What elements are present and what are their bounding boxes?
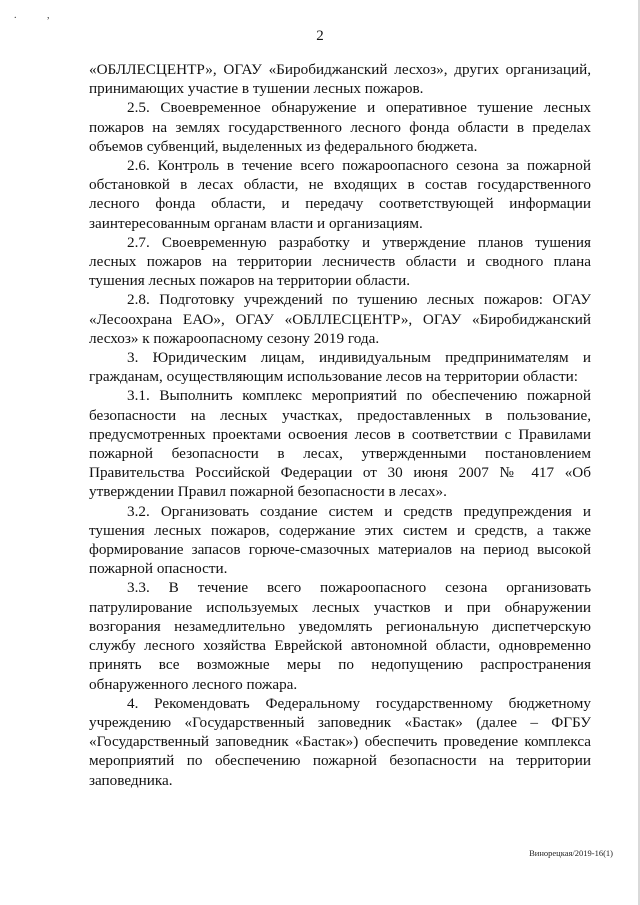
page-number: 2 [316, 28, 324, 44]
document-code: Винорецкая/2019-16(1) [529, 848, 613, 858]
paragraph-3-1: 3.1. Выполнить комплекс мероприятий по обеспечению пожарной безопасности на лесных участках, предоставленных в пользование, предусмотренных проектами освоения лесов в соответствии с Правилами пожарной безопасности в лесах, утвержденными постановлением Правительства Российской Федерации от 30 июня 2007 № 417 «Об утверждении Правил пожарной безопасности в лесах». [89, 387, 591, 501]
paragraph-3-3: 3.3. В течение всего пожароопасного сезона организовать патрулирование используемых лесных участков и при обнаружении возгорания незамедлительно уведомлять региональную диспетчерскую службу лесного хозяйства Еврейской автономной области, одновременно принять все возможные меры по недопущению распространения обнаруженного лесного пожара. [89, 579, 591, 693]
paragraph-2-5: 2.5. Своевременное обнаружение и оперативное тушение лесных пожаров на землях государственного лесного фонда области в пределах объемов субвенций, выделенных из федерального бюджета. [89, 99, 591, 155]
paragraph-2-6: 2.6. Контроль в течение всего пожароопасного сезона за пожарной обстановкой в лесах области, не входящих в состав государственного лесного фонда области, и передачу соответствующей информации заинтересованным органам власти и организациям. [89, 157, 591, 232]
paragraph-3-2: 3.2. Организовать создание систем и средств предупреждения и тушения лесных пожаров, содержание этих систем и средств, а также формирование запасов горюче-смазочных материалов на период высокой пожарной опасности. [89, 502, 591, 578]
document-body [89, 60, 591, 790]
corner-marks: . , [14, 10, 64, 21]
paragraph-continuation: «ОБЛЛЕСЦЕНТР», ОГАУ «Биробиджанский лесхоз», других организаций, принимающих участие в тушении лесных пожаров. [89, 61, 591, 98]
paragraph-2-8: 2.8. Подготовку учреждений по тушению лесных пожаров: ОГАУ «Лесоохрана ЕАО», ОГАУ «ОБЛЛЕСЦЕНТР», ОГАУ «Биробиджанский лесхоз» к пожароопасному сезону 2019 года. [89, 291, 591, 347]
paragraph-4: 4. Рекомендовать Федеральному государственному бюджетному учреждению «Государственный заповедник «Бастак» (далее – ФГБУ «Государственный заповедник «Бастак») обеспечить проведение комплекса мероприятий по обеспечению пожарной безопасности на территории заповедника. [89, 694, 591, 789]
paragraph-2-7: 2.7. Своевременную разработку и утверждение планов тушения лесных пожаров на территории лесничеств области и сводного плана тушения лесных пожаров на территории области. [89, 233, 591, 290]
paragraph-3: 3. Юридическим лицам, индивидуальным предпринимателям и гражданам, осуществляющим использование лесов на территории области: [89, 349, 591, 386]
